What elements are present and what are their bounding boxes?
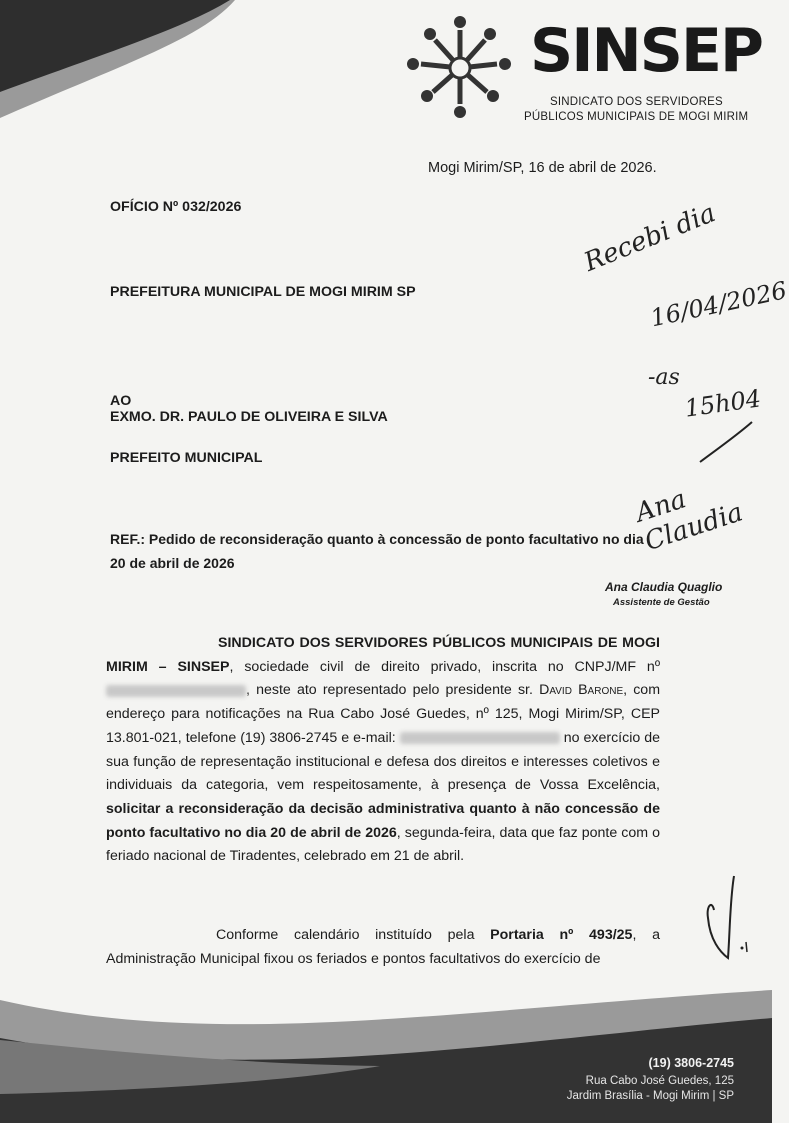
p1-text-a: , sociedade civil de direito privado, inscrita no CNPJ/MF nº (229, 658, 660, 675)
president-name: David Barone (539, 682, 624, 699)
oficio-number: OFÍCIO Nº 032/2026 (110, 199, 242, 215)
org-name-line1: SINDICATO DOS SERVIDORES (550, 96, 723, 108)
header-wave-decoration (0, 0, 240, 130)
request-text: solicitar a reconsideração da decisão administrativa quanto à não concessão de ponto facultativo no dia 20 de abril de 2026 (106, 800, 660, 841)
p1-text-c: , com endereço para notificações na Rua Cabo José Guedes, nº 125, Mogi Mirim/SP, CEP 13.801-021, telefone (19) 3806-2745 e e-mail: (106, 682, 661, 746)
handwritten-receipt-as: -as (648, 365, 680, 390)
stamp-name: Ana Claudia Quaglio (605, 580, 723, 594)
p1-text-d: no exercício de sua função de representação institucional e defesa dos direitos e interesses coletivos e individuais da categoria, vem respeitosamente, à presença de Vossa Excelência, (106, 729, 661, 794)
body-paragraph-1 (106, 632, 660, 869)
ao-label: AO (110, 393, 132, 409)
union-name: SINDICATO DOS SERVIDORES PÚBLICOS MUNICIPAIS DE MOGI MIRIM – SINSEP (106, 635, 660, 675)
footer-address1: Rua Cabo José Guedes, 125 (585, 1075, 734, 1087)
handwritten-signature: Ana Claudia (632, 484, 747, 558)
recipient-org: PREFEITURA MUNICIPAL DE MOGI MIRIM SP (110, 284, 416, 300)
org-name-line2: PÚBLICOS MUNICIPAIS DE MOGI MIRIM (524, 111, 749, 123)
margin-initials (700, 870, 760, 970)
footer-phone: (19) 3806-2745 (648, 1056, 734, 1070)
p2-text-a: Conforme calendário instituído pela (216, 927, 475, 943)
handwritten-receipt-line1: Recebi dia (580, 198, 720, 278)
handwritten-receipt-time: 15h04 (683, 384, 763, 423)
sinsep-logo-text: SINSEP (530, 16, 762, 86)
date-line: Mogi Mirim/SP, 16 de abril de 2026. (428, 160, 657, 176)
portaria-ref: Portaria nº 493/25 (490, 927, 633, 943)
stamp-role: Assistente de Gestão (613, 597, 710, 608)
recipient-name: EXMO. DR. PAULO DE OLIVEIRA E SILVA (110, 409, 388, 425)
sinsep-emblem-icon (405, 14, 515, 122)
reference-line2: 20 de abril de 2026 (110, 555, 235, 571)
redacted-cnpj (106, 685, 246, 697)
p2-text-b: , a Administração Municipal fixou os feriados e pontos facultativos do exercício de (106, 927, 660, 967)
p1-text-e: , segunda-feira, data que faz ponte com o feriado nacional de Tiradentes, celebrado em 21 de abril. (106, 824, 660, 865)
footer-address2: Jardim Brasília - Mogi Mirim | SP (566, 1090, 734, 1102)
body-paragraph-2 (106, 924, 660, 971)
handwritten-receipt-date: 16/04/2026 (648, 276, 789, 333)
redacted-email (400, 732, 560, 744)
handwritten-stroke (696, 418, 756, 468)
p1-text-b: , neste ato representado pelo presidente sr. (246, 682, 533, 699)
reference-line1: REF.: Pedido de reconsideração quanto à concessão de ponto facultativo no dia (110, 531, 644, 547)
recipient-title: PREFEITO MUNICIPAL (110, 450, 263, 466)
